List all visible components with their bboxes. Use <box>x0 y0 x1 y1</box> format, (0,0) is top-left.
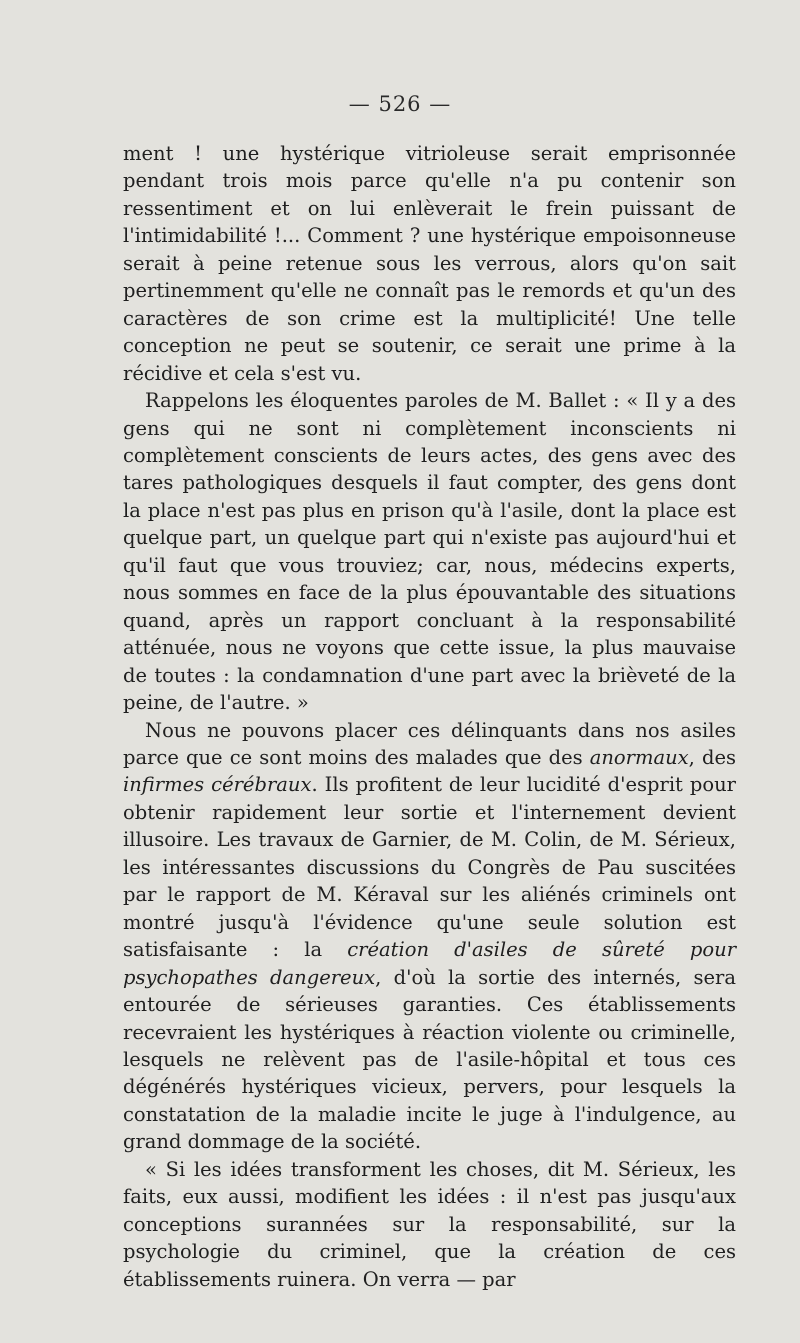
text-segment: « Si les idées transforment les choses, dit M. Sérieux, les faits, eux aussi, modifient les idées : il n'est pas jusqu'aux conceptions surannées sur la responsabilité, sur la psychologie du criminel, que la création de ces établissements ruinera. On verra — par <box>123 1157 736 1291</box>
text-segment: , d'où la sortie des internés, sera entourée de sérieuses garanties. Ces établissements recevraient les hystériques à réaction violente ou criminelle, lesquels ne relèvent pas de l'asile-hôpital et tous ces dégénérés hystériques vicieux, pervers, pour lesquels la constatation de la maladie incite le juge à l'indulgence, au grand dommage de la société. <box>123 965 736 1154</box>
paragraph <box>123 387 736 716</box>
page-number: — 526 — <box>348 92 452 116</box>
text-segment: . Ils profitent de leur lucidité d'esprit pour obtenir rapidement leur sortie et l'internement devient illusoire. Les travaux de Garnier, de M. Colin, de M. Sérieux, les intéressantes discussions du Congrès de Pau suscitées par le rapport de M. Kéraval sur les aliénés criminels ont montré jusqu'à l'évidence qu'une seule solution est satisfaisante : la <box>123 773 736 962</box>
italic-text: anormaux <box>589 745 689 769</box>
paragraph <box>123 140 736 387</box>
body-text <box>123 140 736 1293</box>
text-segment: ment ! une hystérique vitrioleuse serait emprisonnée pendant trois mois parce qu'elle n'a pu contenir son ressentiment et on lui enlèverait le frein puissant de l'intimidabilité !... Comment ? une hystérique empoisonneuse serait à peine retenue sous les verrous, alors qu'on sait pertinemment qu'elle ne connaît pas le remords et qu'un des caractères de son crime est la multiplicité! Une telle conception ne peut se soutenir, ce serait une prime à la récidive et cela s'est vu. <box>123 142 736 385</box>
paragraph <box>123 1156 736 1293</box>
italic-text: infirmes cérébraux <box>123 773 312 797</box>
text-segment: Nous ne pouvons placer ces délinquants dans nos asiles parce que ce sont moins des malades que des <box>123 718 736 769</box>
text-segment: Rappelons les éloquentes paroles de M. Ballet : « Il y a des gens qui ne sont ni complètement inconscients ni complètement conscients de leurs actes, des gens avec des tares pathologiques desquels il faut compter, des gens dont la place n'est pas plus en prison qu'à l'asile, dont la place est quelque part, un quelque part qui n'existe pas aujourd'hui et qu'il faut que vous trouviez; car, nous, médecins experts, nous sommes en face de la plus épouvantable des situations quand, après un rapport concluant à la responsabilité atténuée, nous ne voyons que cette issue, la plus mauvaise de toutes : la condamnation d'une part avec la brièveté de la peine, de l'autre. » <box>123 389 736 715</box>
text-segment: , des <box>688 745 736 769</box>
paragraph <box>123 717 736 1156</box>
italic-text: création d'asiles de sûreté pour psychopathes dangereux <box>123 938 737 989</box>
